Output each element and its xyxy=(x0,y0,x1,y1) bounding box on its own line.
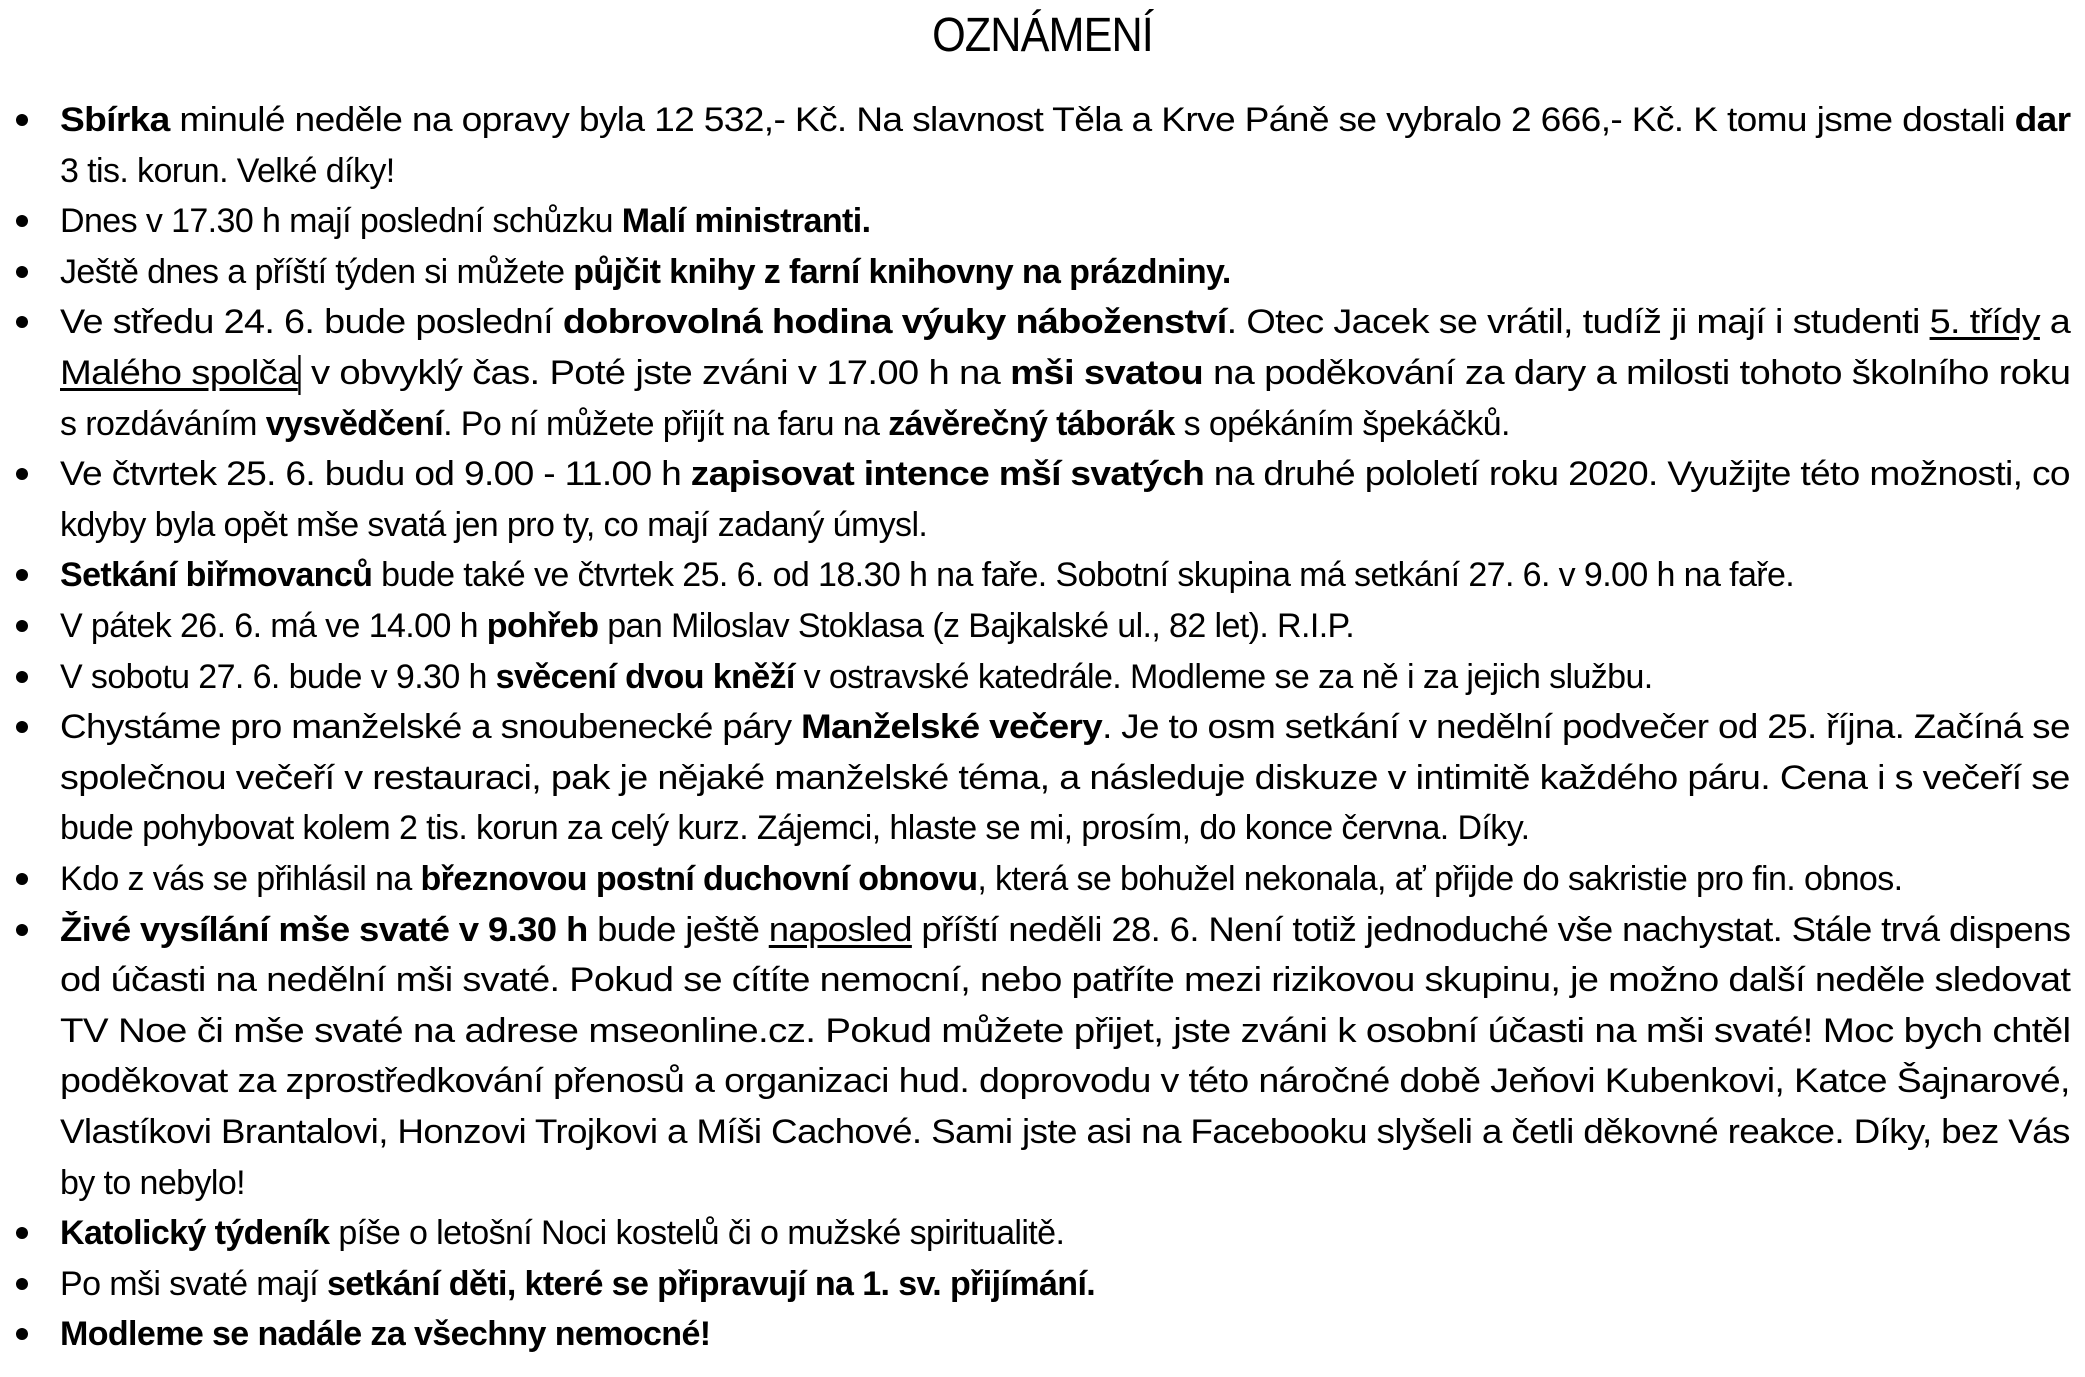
body-text: minulé neděle na opravy byla 12 532,- Kč. Na slavnost Těla a Krve Páně se vybralo 2 666,- Kč. K tomu jsme dostali xyxy=(169,101,2015,139)
bullet-icon xyxy=(16,873,28,885)
emphasis-text: svěcení dvou kněží xyxy=(495,657,795,696)
announcement-line xyxy=(60,1208,1064,1258)
body-text: Ve středu 24. 6. bude poslední xyxy=(60,303,563,342)
body-text: . Je to osm setkání v nedělní podvečer od 25. října. Začíná se xyxy=(1102,708,2070,747)
body-text: s rozdáváním xyxy=(60,404,266,443)
emphasis-text: mši svatou xyxy=(1010,354,1204,392)
emphasis-text: Setkání biřmovanců xyxy=(60,556,373,595)
body-text: Vlastíkovi Brantalovi, Honzovi Trojkovi a Míši Cachové. Sami jste asi na Facebooku slyšeli a četli děkovné reakce. Díky, bez Vás xyxy=(60,1113,2070,1151)
body-text: od účasti na nedělní mši svaté. Pokud se cítíte nemocní, nebo patříte mezi rizikovou skupinu, je možno další neděle sledovat xyxy=(60,961,2071,1000)
body-text: by to nebylo! xyxy=(60,1163,245,1202)
emphasis-text: dar xyxy=(2014,101,2071,139)
body-text: V pátek 26. 6. má ve 14.00 h xyxy=(60,607,487,645)
announcement-line xyxy=(60,348,2070,398)
body-text: poděkovat za zprostředkování přenosů a organizaci hud. doprovodu v této náročné době Jeňovi Kubenkovi, Katce Šajnarové, xyxy=(60,1062,2070,1101)
announcement-line xyxy=(60,1158,245,1208)
announcement-line xyxy=(60,854,1902,904)
body-text: kdyby byla opět mše svatá jen pro ty, co mají zadaný úmysl. xyxy=(60,505,928,544)
bullet-icon xyxy=(16,215,28,227)
bullet-icon xyxy=(16,316,28,328)
body-text: Po mši svaté mají xyxy=(60,1264,327,1303)
body-text: TV Noe či mše svaté na adrese mseonline.cz. Pokud můžete přijet, jste zváni k osobní účasti na mši svaté! Moc bych chtěl xyxy=(60,1011,2071,1050)
body-text: bude pohybovat kolem 2 tis. korun za celý kurz. Zájemci, hlaste se mi, prosím, do konce června. Díky. xyxy=(60,809,1530,848)
announcement-line xyxy=(60,1259,1095,1309)
announcement-line xyxy=(60,753,2070,803)
emphasis-text: Živé vysílání mše svaté v 9.30 h xyxy=(60,910,588,949)
underlined-text: Malého spolča xyxy=(60,354,298,392)
emphasis-text: dobrovolná hodina výuky náboženství xyxy=(562,303,1227,342)
body-text: píše o letošní Noci kostelů či o mužské spiritualitě. xyxy=(329,1214,1065,1253)
announcement-line xyxy=(60,399,1510,449)
announcement-line xyxy=(60,146,395,196)
body-text: Chystáme pro manželské a snoubenecké páry xyxy=(60,708,801,747)
body-text: . Otec Jacek se vrátil, tudíž ji mají i studenti xyxy=(1226,303,1930,342)
body-text: V sobotu 27. 6. bude v 9.30 h xyxy=(60,657,496,696)
announcement-line xyxy=(60,1006,2070,1056)
underlined-text: 5. třídy xyxy=(1929,303,2040,342)
emphasis-text: vysvědčení xyxy=(265,404,444,443)
body-text: na poděkování za dary a milosti tohoto školního roku xyxy=(1203,354,2071,392)
body-text: Dnes v 17.30 h mají poslední schůzku xyxy=(60,202,622,241)
emphasis-text: březnovou postní duchovní obnovu xyxy=(420,860,978,898)
body-text: na druhé pololetí roku 2020. Využijte této možnosti, co xyxy=(1204,455,2070,494)
announcement-line xyxy=(60,500,927,550)
page-title: OZNÁMENÍ xyxy=(932,9,1153,62)
body-text: v obvyklý čas. Poté jste zváni v 17.00 h na xyxy=(301,354,1011,392)
bullet-icon xyxy=(16,1278,28,1290)
bullet-icon xyxy=(16,1328,28,1340)
announcement-line xyxy=(60,652,1653,702)
body-text: pan Miloslav Stoklasa (z Bajkalské ul., 82 let). R.I.P. xyxy=(598,607,1355,645)
body-text: bude ještě xyxy=(587,910,769,949)
emphasis-text: Malí ministranti. xyxy=(621,202,871,241)
announcement-line xyxy=(60,449,2070,499)
announcement-line xyxy=(60,1056,2070,1106)
body-text: . Po ní můžete přijít na faru na xyxy=(443,404,889,443)
bullet-icon xyxy=(16,924,28,936)
announcement-line xyxy=(60,1107,2070,1157)
announcement-line xyxy=(60,1309,711,1359)
announcement-line xyxy=(60,905,2070,955)
announcement-line xyxy=(60,601,1354,651)
body-text: bude také ve čtvrtek 25. 6. od 18.30 h na faře. Sobotní skupina má setkání 27. 6. v 9.00 h na faře. xyxy=(372,556,1795,595)
emphasis-text: Manželské večery xyxy=(800,708,1103,747)
emphasis-text: Modleme se nadále za všechny nemocné! xyxy=(60,1315,711,1354)
announcement-line xyxy=(60,803,1529,853)
bullet-icon xyxy=(16,721,28,733)
emphasis-text: Sbírka xyxy=(60,101,170,139)
emphasis-text: setkání děti, které se připravují na 1. sv. přijímání. xyxy=(326,1264,1096,1303)
announcement-line xyxy=(60,297,2070,347)
body-text: Ještě dnes a příští týden si můžete xyxy=(60,252,574,291)
body-text: Kdo z vás se přihlásil na xyxy=(60,860,421,898)
bullet-icon xyxy=(16,620,28,632)
body-text: a xyxy=(2039,303,2071,342)
emphasis-text: pohřeb xyxy=(486,607,599,645)
underlined-text: naposled xyxy=(768,910,912,949)
body-text: 3 tis. korun. Velké díky! xyxy=(60,151,395,190)
body-text: příští neděli 28. 6. Není totiž jednoduché vše nachystat. Stále trvá dispens xyxy=(911,910,2071,949)
announcement-line xyxy=(60,95,2070,145)
emphasis-text: závěrečný táborák xyxy=(888,404,1175,443)
announcement-line xyxy=(60,196,870,246)
announcement-line xyxy=(60,955,2070,1005)
emphasis-text: Katolický týdeník xyxy=(60,1214,330,1253)
body-text: Ve čtvrtek 25. 6. budu od 9.00 - 11.00 h xyxy=(60,455,691,494)
body-text: v ostravské katedrále. Modleme se za ně i za jejich službu. xyxy=(794,657,1653,696)
body-text: společnou večeří v restauraci, pak je nějaké manželské téma, a následuje diskuze v intimitě každého páru. Cena i s večeří se xyxy=(60,758,2070,797)
body-text: , která se bohužel nekonala, ať přijde do sakristie pro fin. obnos. xyxy=(977,860,1903,898)
bullet-icon xyxy=(16,671,28,683)
bullet-icon xyxy=(16,1227,28,1239)
bullet-icon xyxy=(16,266,28,278)
announcement-line xyxy=(60,702,2070,752)
bullet-icon xyxy=(16,569,28,581)
body-text: s opékáním špekáčků. xyxy=(1174,404,1510,443)
bullet-icon xyxy=(16,468,28,480)
announcement-line xyxy=(60,247,1231,297)
announcement-line xyxy=(60,550,1794,600)
emphasis-text: půjčit knihy z farní knihovny na prázdniny. xyxy=(573,252,1231,291)
bullet-icon xyxy=(16,114,28,126)
emphasis-text: zapisovat intence mší svatých xyxy=(690,455,1205,494)
